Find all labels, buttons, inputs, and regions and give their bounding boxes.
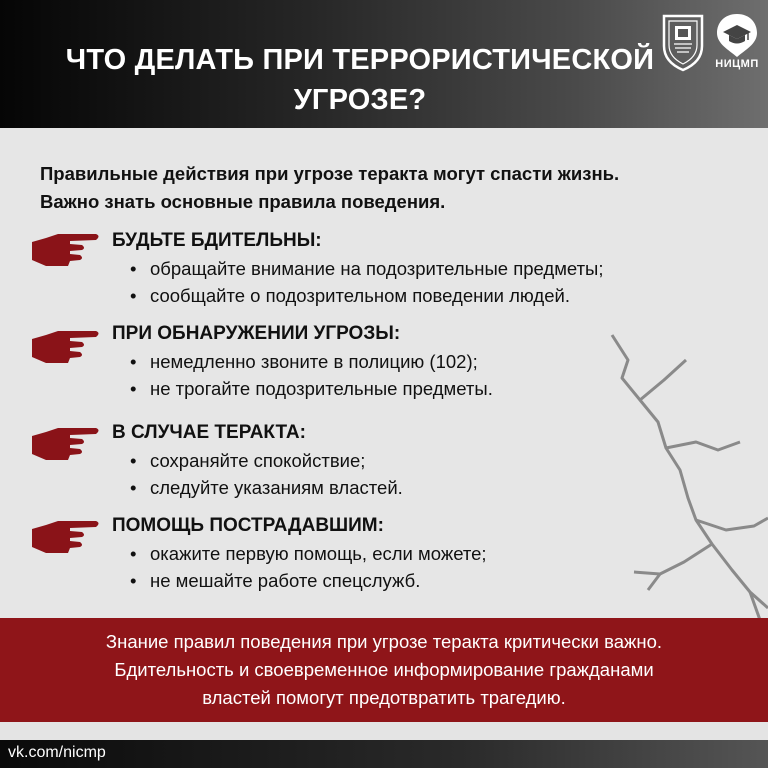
page-title: [40, 40, 680, 120]
conclusion-line-2: Бдительность и своевременное информирование гражданами: [114, 659, 654, 680]
pointing-hand-icon: [30, 325, 102, 367]
graduation-cap-logo-icon: [712, 12, 762, 58]
list-item: • немедленно звоните в полицию (102);: [130, 351, 478, 372]
list-item: • следуйте указаниям властей.: [130, 477, 403, 498]
list-item: • окажите первую помощь, если можете;: [130, 543, 487, 564]
conclusion-line-3: властей помогут предотвратить трагедию.: [202, 687, 566, 708]
title-line-1: ЧТО ДЕЛАТЬ ПРИ ТЕРРОРИСТИЧЕСКОЙ: [65, 44, 655, 76]
section-title: ПРИ ОБНАРУЖЕНИИ УГРОЗЫ:: [112, 323, 401, 344]
intro-text: [40, 160, 740, 216]
conclusion-text: [20, 628, 748, 712]
shield-emblem-icon: [660, 12, 706, 72]
intro-line-1: Правильные действия при угрозе теракта могут спасти жизнь.: [40, 163, 620, 184]
logo-caption: НИЦМП: [715, 58, 759, 70]
intro-line-2: Важно знать основные правила поведения.: [40, 191, 446, 212]
list-item: • сохраняйте спокойствие;: [130, 450, 366, 471]
list-item: • не мешайте работе спецслужб.: [130, 570, 421, 591]
conclusion-line-1: Знание правил поведения при угрозе теракта критически важно.: [105, 631, 663, 652]
bottom-bar: [0, 740, 768, 768]
nicmp-logo: [712, 12, 762, 74]
pointing-hand-icon: [30, 228, 102, 270]
crack-decoration: [600, 330, 768, 620]
pointing-hand-icon: [30, 422, 102, 464]
source-link[interactable]: vk.com/nicmp: [8, 744, 106, 761]
section-title: ПОМОЩЬ ПОСТРАДАВШИМ:: [112, 515, 384, 536]
section-title: БУДЬТЕ БДИТЕЛЬНЫ:: [112, 230, 322, 251]
list-item: • сообщайте о подозрительном поведении людей.: [130, 285, 570, 306]
title-line-2: УГРОЗЕ?: [293, 84, 427, 116]
pointing-hand-icon: [30, 515, 102, 557]
section-title: В СЛУЧАЕ ТЕРАКТА:: [112, 422, 306, 443]
list-item: • не трогайте подозрительные предметы.: [130, 378, 493, 399]
list-item: • обращайте внимание на подозрительные предметы;: [130, 258, 604, 279]
